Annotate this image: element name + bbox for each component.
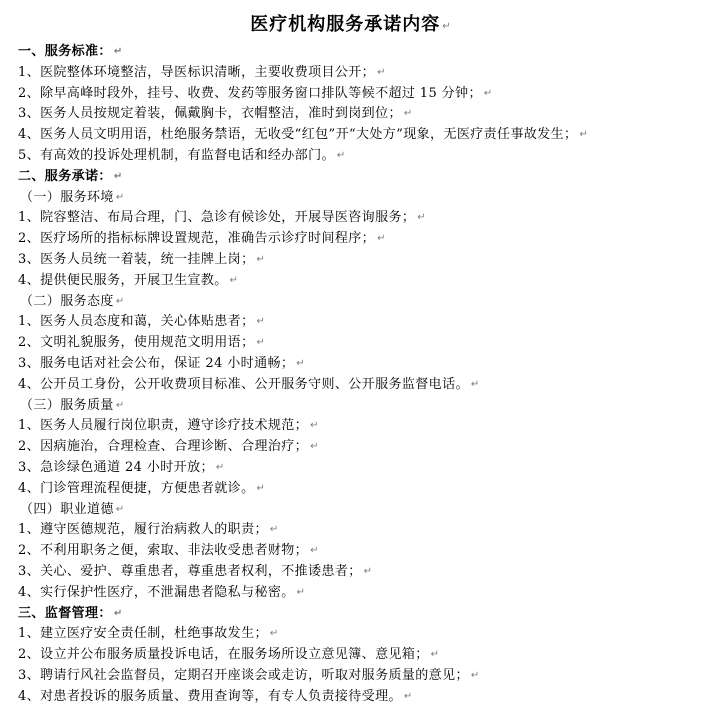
paragraph-mark-icon: ↵ [579, 129, 589, 141]
list-item: 4、对患者投诉的服务质量、费用查询等，有专人负责接待受理。 ↵ [18, 688, 413, 704]
list-item: 1、医院整体环境整洁，导医标识清晰，主要收费项目公开； ↵ [18, 64, 386, 80]
paragraph-mark-icon: ↵ [310, 545, 319, 557]
paragraph-mark-icon: ↵ [113, 46, 123, 57]
list-item: 4、医务人员文明用语，杜绝服务禁语，无收受“红包”开“大处方”现象，无医疗责任事故发生； ↵ [18, 127, 589, 143]
subsection-title-ethics: （四）职业道德 ↵ [20, 501, 125, 517]
list-item: 1、遵守医德规范，履行治病救人的职责； ↵ [18, 522, 279, 538]
paragraph-mark-icon: ↵ [256, 482, 266, 494]
paragraph-mark-icon: ↵ [115, 399, 125, 411]
section-heading-standards: 一、服务标准： ↵ [18, 44, 123, 59]
list-item: 2、设立并公布服务质量投诉电话，在服务场所设立意见簿、意见箱； ↵ [18, 647, 440, 663]
paragraph-mark-icon: ↵ [403, 108, 413, 120]
paragraph-mark-icon: ↵ [310, 441, 319, 453]
list-item: 1、医务人员态度和蔼，关心体贴患者； ↵ [18, 314, 266, 330]
paragraph-mark-icon: ↵ [269, 628, 279, 640]
list-item: 3、服务电话对社会公布，保证 24 小时通畅； ↵ [18, 355, 306, 371]
list-item: 3、急诊绿色通道 24 小时开放； ↵ [18, 459, 225, 475]
list-item: 1、医务人员履行岗位职责，遵守诊疗技术规范； ↵ [18, 418, 319, 434]
title-row [18, 10, 701, 40]
paragraph-mark-icon: ↵ [115, 503, 125, 515]
list-item: 4、实行保护性医疗，不泄漏患者隐私与秘密。 ↵ [18, 584, 306, 600]
list-item: 2、因病施治，合理检查、合理诊断、合理治疗； ↵ [18, 439, 319, 455]
paragraph-mark-icon: ↵ [296, 357, 306, 369]
paragraph-mark-icon: ↵ [336, 149, 346, 161]
paragraph-mark-icon: ↵ [403, 690, 413, 702]
subsection-title-quality: （三）服务质量 ↵ [20, 397, 125, 413]
list-item: 3、医务人员统一着装，统一挂牌上岗； ↵ [18, 251, 266, 267]
paragraph-mark-icon: ↵ [470, 669, 480, 681]
paragraph-mark-icon: ↵ [430, 649, 440, 661]
paragraph-mark-icon: ↵ [296, 586, 306, 598]
section-heading-commitments: 二、服务承诺： ↵ [18, 168, 123, 184]
paragraph-mark-icon: ↵ [256, 337, 266, 349]
paragraph-mark-icon: ↵ [363, 565, 373, 577]
paragraph-mark-icon: ↵ [377, 233, 386, 245]
paragraph-mark-icon: ↵ [256, 316, 266, 328]
list-item: 3、医务人员按规定着装，佩戴胸卡，衣帽整洁，准时到岗到位； ↵ [18, 106, 413, 122]
document-title: 医疗机构服务承诺内容 [250, 14, 441, 35]
list-item: 2、医疗场所的指标标牌设置规范，准确告示诊疗时间程序； ↵ [18, 231, 386, 247]
paragraph-mark-icon: ↵ [470, 378, 480, 390]
list-item: 1、建立医疗安全责任制，杜绝事故发生； ↵ [18, 626, 279, 642]
paragraph-mark-icon: ↵ [215, 461, 225, 473]
list-item: 4、门诊管理流程便捷，方便患者就诊。 ↵ [18, 480, 266, 496]
list-item: 3、聘请行风社会监督员，定期召开座谈会或走访，听取对服务质量的意见； ↵ [18, 667, 480, 683]
paragraph-mark-icon: ↵ [269, 524, 279, 536]
list-item: 5、有高效的投诉处理机制，有监督电话和经办部门。 ↵ [18, 147, 346, 163]
list-item: 4、公开员工身份，公开收费项目标准、公开服务守则、公开服务监督电话。 ↵ [18, 376, 480, 392]
list-item: 1、院容整洁、布局合理，门、急诊有候诊处，开展导医咨询服务； ↵ [18, 210, 427, 226]
section-heading-supervision: 三、监督管理： ↵ [18, 605, 123, 621]
paragraph-mark-icon: ↵ [115, 191, 125, 203]
list-item: 4、提供便民服务，开展卫生宣教。 ↵ [18, 272, 239, 288]
list-item: 2、除早高峰时段外，挂号、收费、发药等服务窗口排队等候不超过 15 分钟； ↵ [18, 85, 493, 101]
list-item: 2、不利用职务之便，索取、非法收受患者财物； ↵ [18, 543, 319, 559]
paragraph-mark-icon: ↵ [483, 87, 493, 99]
paragraph-mark-icon: ↵ [377, 66, 386, 78]
subsection-title-attitude: （二）服务态度 ↵ [20, 293, 125, 309]
subsection-title-environment: （一）服务环境 ↵ [20, 189, 125, 205]
list-item: 2、文明礼貌服务，使用规范文明用语； ↵ [18, 335, 266, 351]
paragraph-mark-icon: ↵ [417, 212, 427, 224]
paragraph-mark-icon: ↵ [256, 253, 266, 265]
paragraph-mark-icon: ↵ [229, 274, 239, 286]
paragraph-mark-icon: ↵ [113, 170, 123, 182]
paragraph-mark-icon: ↵ [310, 420, 319, 432]
paragraph-mark-icon: ↵ [442, 21, 451, 32]
paragraph-mark-icon: ↵ [113, 607, 123, 619]
list-item: 3、关心、爱护、尊重患者，尊重患者权利，不推诿患者； ↵ [18, 563, 373, 579]
paragraph-mark-icon: ↵ [115, 295, 125, 307]
